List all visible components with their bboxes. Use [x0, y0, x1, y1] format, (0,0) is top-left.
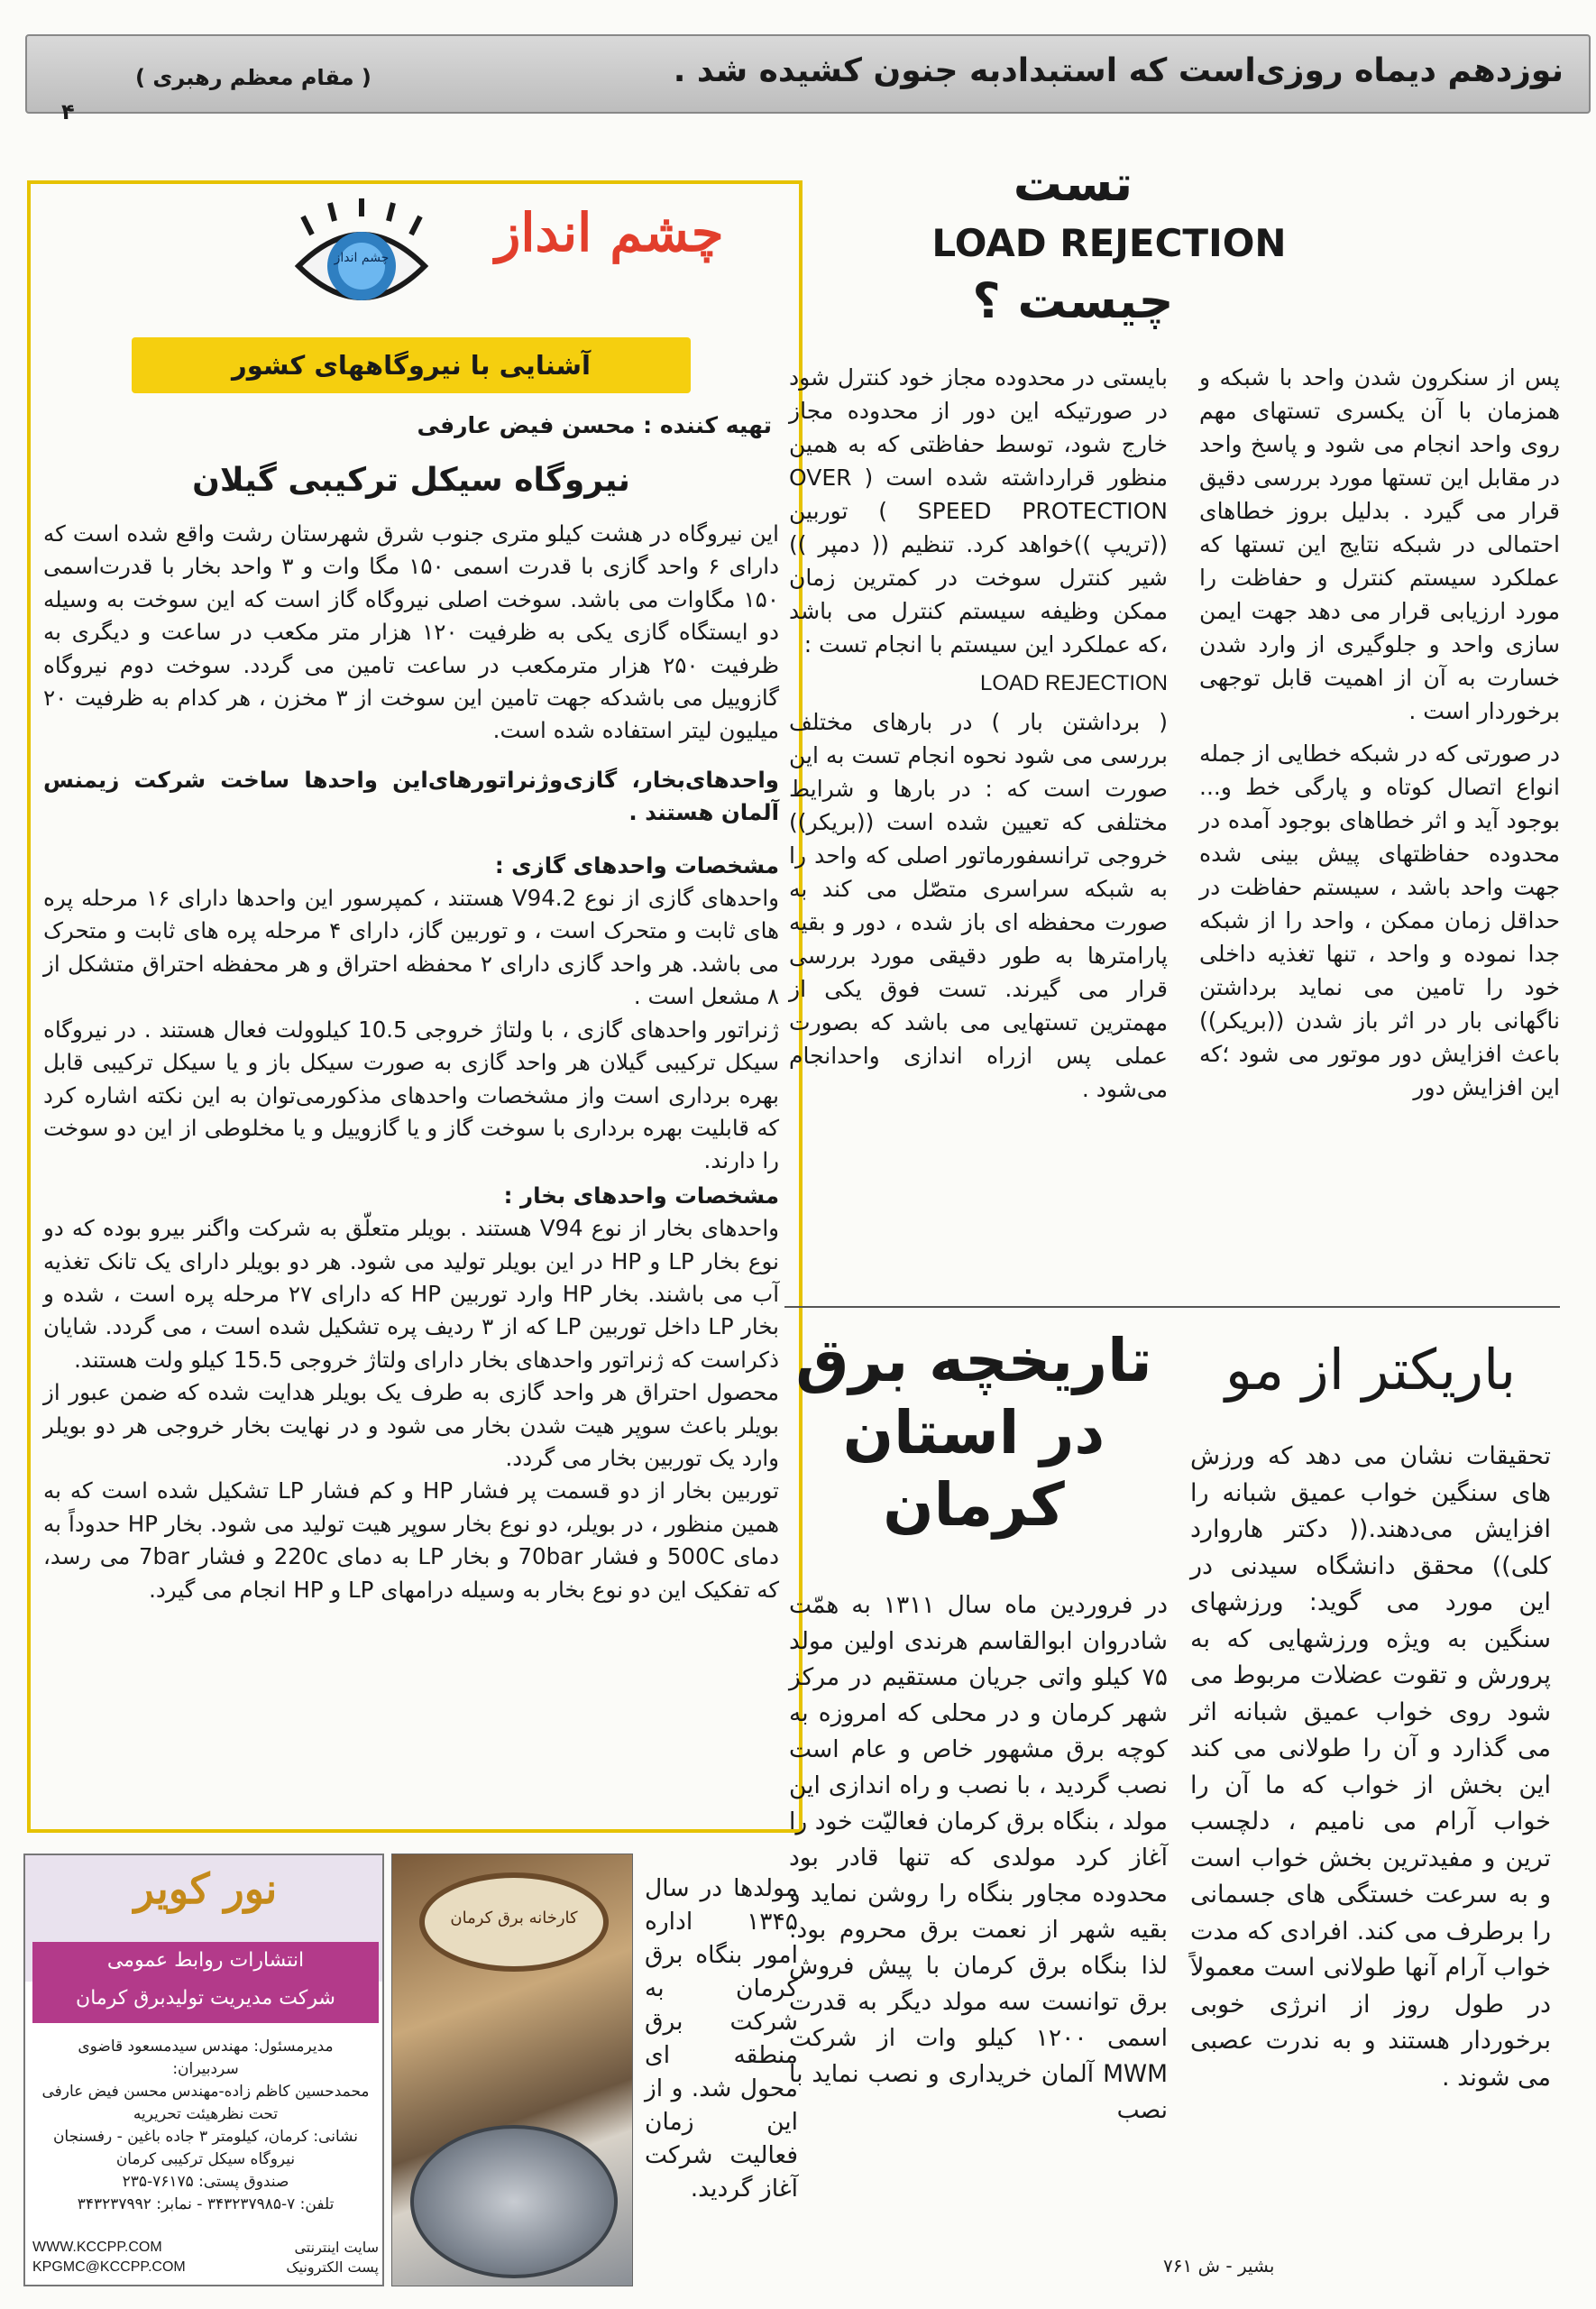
hair-signature: بشیر - ش ۷۶۱: [1163, 2255, 1275, 2277]
masthead-line: نیروگاه سیکل ترکیبی کرمان: [115, 2150, 296, 2168]
nour-kavir-logo: نور کویر: [133, 1864, 278, 1913]
section-band: آشنایی با نیروگاههای کشور: [132, 337, 691, 393]
kerman-body-cont: [645, 1872, 798, 2205]
masthead-line: محمدحسین کاظم زاده-مهندس محسن فیض عارفی: [41, 2083, 370, 2101]
masthead-line: مدیرمسئول: مهندس سیدمسعود قاضوی: [78, 2038, 334, 2056]
masthead-web: [32, 2238, 379, 2277]
page-number: ۴: [61, 99, 75, 124]
mail-label: پست الکترونیک: [286, 2258, 379, 2276]
header-source: ( مقام معظم رهبری ): [135, 65, 371, 90]
masthead-line: نشانی: کرمان، کیلومتر ۳ جاده باغین - رفسنجان: [52, 2128, 359, 2146]
web-label: سایت اینترنتی: [294, 2239, 379, 2256]
eye-logo-icon: [294, 198, 429, 334]
hair-title: باریکتر از مو: [1225, 1337, 1517, 1403]
eye-logo-text: چشم انداز: [334, 251, 390, 265]
paragraph: LOAD REJECTION: [979, 671, 1168, 695]
paragraph: توربین بخار از دو قسمت پر فشار HP و کم فشار LP تشکیل شده است که به همین منظور ، در بویلر، دو نوع بخار سوپر هیت تولید می شود. بخار HP حدوداً به دمای 500C و فشار 70bar و بخار LP به دمای 220c و فشار 7bar می رسد، که تفکیک این دو نوع بخار به وسیله درامهای LP و HP انجام می گیرد.: [43, 1477, 780, 1603]
author-line: تهیه کننده : محسن فیض عارفی: [417, 412, 772, 438]
header-bar: [25, 34, 1591, 124]
paragraph: در فروردین ماه سال ۱۳۱۱ به همّت شادروان ابوالقاسم هرندی اولین مولد ۷۵ کیلو واتی جریان مستقیم در مرکز شهر کرمان و در محلی که امروزه به کوچه برق مشهور خاص و عام است نصب گردید ، با نصب و راه اندازی این مولد ، بنگاه برق کرمان فعالیّت خود را آغاز کرد مولدی که تنها قادر بود محدوده مجاور بنگاه را روشن نماید و بقیه شهر از نعمت برق محروم بود. لذا بنگاه برق کرمان با پیش فروش برق توانست سه مولد دیگر به قدرت اسمی ۱۲۰۰ کیلو وات از شرکت MWM آلمان خریداری و نصب نماید با نصب: [789, 1591, 1168, 2124]
cheshm-andaz-box: [27, 180, 803, 1833]
kerman-body: [789, 1587, 1168, 2129]
paragraph: واحدهای گازی از نوع V94.2 هستند ، کمپرسور این واحدها دارای ۱۶ مرحله پره های ثابت و متحرک است ، و توربین گاز، دارای ۴ مرحله پره های ثابت و متحرک می باشد. هر واحد گازی دارای ۲ محفظه احتراق و هر محفظه احتراق متشکل از ۸ مشعل است .: [43, 885, 780, 1010]
load-col-right: [1199, 361, 1560, 1104]
brand-title: چشم انداز: [495, 202, 724, 263]
kerman-title-2: در استان: [842, 1398, 1105, 1467]
load-col-left: [789, 361, 1168, 1106]
paragraph: محصول احتراق هر واحد گازی به طرف یک بویلر هدایت شده که ضمن عبور از بویلر باعث سوپر هیت شدن بخار می شود و در نهایت بخار خروجی هر دو بویلر وارد یک توربین بخار می گردد.: [43, 1379, 779, 1471]
header-quote: نوزدهم دیماه روزی‌است که استبدادبه جنون کشیده شد .: [673, 52, 1564, 89]
hair-body: [1190, 1439, 1551, 2096]
article-title: نیروگاه سیکل ترکیبی گیلان: [192, 462, 630, 499]
masthead-line: صندوق پستی: ۷۶۱۷۵-۲۳۵: [122, 2173, 289, 2191]
paragraph: واحدهای بخار از نوع V94 هستند . بویلر متعلّق به شرکت واگنر بیرو بوده که دو نوع بخار LP و HP در این بویلر تولید می شود. هر دو بویلر دارای یک تانک تغذیه آب می باشند. بخار HP وارد توربین HP که دارای ۲۷ مرحله پره است ، شده و بخار LP داخل توربین LP که از ۳ ردیف پره تشکیل شده است ، می گردد. شایان ذکراست که ژنراتور واحدهای بخار دارای ولتاژ خروجی 15.5 کیلو ولت هستند.: [43, 1215, 780, 1373]
article-body: [43, 518, 779, 1606]
website-link[interactable]: WWW.KCCPP.COM: [32, 2240, 162, 2255]
publisher-band: [32, 1942, 379, 2023]
paragraph: بایستی در محدوده مجاز خود کنترل شود در صورتیکه این دور از محدوده مجاز خارج شود، توسط حفاظتی که به همین منظور قرارداشته شده است ( OVER SPEED PROTECTION ) توربین ((تریپ ))خواهد کرد. تنظیم (( دمپر )) شیر کنترل سوخت در کمترین زمان ممکن وظیفه سیستم کنترل می باشد ،که عملکرد این سیستم با انجام تست :: [789, 364, 1168, 658]
paragraph: ژنراتور واحدهای گازی ، با ولتاژ خروجی 10.5 کیلوولت فعال هستند . در نیروگاه سیکل ترکیبی گیلان هر واحد گازی به صورت سیکل باز و یا سیکل ترکیبی قابل بهره برداری است واز مشخصات واحدهای مذکورمی‌توان به این نکته اشاره کرد که قابلیت بهره برداری با سوخت گاز و یا گازوییل و یا مخلوطی از این دو سوخت را دارند.: [43, 1016, 779, 1174]
masthead-body: [32, 2036, 379, 2216]
generator-image: [410, 2125, 618, 2278]
masthead-box: [23, 1854, 384, 2286]
load-title-3: چیست ؟: [972, 272, 1174, 329]
publisher-line-2: شرکت مدیریت تولیدبرق کرمان: [76, 1987, 335, 2010]
paragraph: مولدها در سال ۱۳۴۵ اداره امور بنگاه برق کرمان به شرکت برق منطقه ای محول شد. و از این زمان فعالیت شرکت آغاز گردید.: [645, 1874, 798, 2203]
load-title-1: تست: [1013, 155, 1133, 212]
divider: [784, 1306, 1560, 1308]
power-station-photo: [391, 1854, 633, 2286]
paragraph: ( برداشتن بار ) در بارهای مختلف بررسی می شود نحوه انجام تست به این صورت است که : در بارها و شرایط مختلفی که تعیین شده است ((بریکر)) خروجی ترانسفورماتور اصلی که واحد را به شبکه سراسری متصّل می کند به صورت محفظه ای باز شده ، دور و بقیه پارامترها به طور دقیقی مورد بررسی قرار می گیرند. تست فوق یکی از مهمترین تستهایی می باشد که بصورت عملی پس ازراه اندازی واحدانجام می‌شود .: [789, 709, 1168, 1102]
paragraph: در صورتی که در شبکه خطایی از جمله انواع اتصال کوتاه و پارگی خط و... بوجود آید و اثر خطاهای بوجود آمده در محدوده حفاظتهای پیش بینی شده جهت واحد باشد ، سیستم حفاظت در حداقل زمان ممکن ، واحد را از شبکه جدا نموده و واحد ، تنها تغذیه داخلی خود را تامین می نماید برداشتن ناگهانی بار در اثر باز شدن ((بریکر)) باعث افزایش دور موتور می شود ؛که این افزایش دور: [1199, 741, 1560, 1100]
kerman-title-3: کرمان: [883, 1470, 1065, 1540]
kerman-title-1: تاریخچه برق: [795, 1326, 1152, 1395]
masthead-line: تحت نظرهیئت تحریریه: [133, 2105, 279, 2123]
paragraph: این نیروگاه در هشت کیلو متری جنوب شرق شهرستان رشت واقع شده است که دارای ۶ واحد گازی با قدرت اسمی ۱۵۰ مگا وات و ۳ واحد بخار با قدرت‌اسمی ۱۵۰ مگاوات می باشد. سوخت اصلی نیروگاه گاز است که این سوخت به وسیله دو ایستگاه گازی یکی به ظرفیت ۱۲۰ هزار متر مکعب در ساعت و دیگری به ظرفیت ۲۵۰ هزار مترمکعب در ساعت تامین می گردد. سوخت دوم نیروگاه گازوییل می باشدکه جهت تامین این سوخت از ۳ مخزن ، هر کدام به ظرفیت ۲۰ میلیون لیتر استفاده شده است.: [43, 520, 780, 744]
plaque-text: کارخانه برق کرمان: [450, 1909, 578, 1927]
publisher-line-1: انتشارات روابط عمومی: [106, 1949, 305, 1972]
paragraph: تحقیقات نشان می دهد که ورزش های سنگین خواب عمیق شبانه را افزایش می‌دهند.(( دکتر هاروارد کلی)) محقق دانشگاه سیدنی در این مورد می گوید: ورزشهای سنگین به ویژه ورزشهایی که به پرورش و تقوت عضلات مربوط می شود روی خواب عمیق شبانه اثر می گذارد و آن را طولانی می کند این بخش از خواب که ما آن را خواب آرام می نامیم ، دلچسب ترین و مفیدترین بخش خواب است و به سرعت خستگی های جسمانی را برطرف می کند. افرادی که مدت خواب آرام آنها طولانی است معمولاً در طول روز از انرژی خوبی برخوردار هستند و به ندرت عصبی می شوند .: [1190, 1442, 1551, 2092]
email-link[interactable]: KPGMC@KCCPP.COM: [32, 2259, 186, 2275]
load-title-2: LOAD REJECTION: [931, 221, 1287, 265]
paragraph: واحدهای‌بخار، گازی‌وژنراتورهای‌این واحدها ساخت شرکت زیمنس آلمان هستند .: [43, 766, 779, 826]
masthead-line: سردبیران:: [172, 2060, 239, 2078]
subheading: مشخصات واحدهای گازی :: [494, 851, 779, 879]
paragraph: پس از سنکرون شدن واحد با شبکه و همزمان با آن یکسری تستهای مهم روی واحد انجام می شود و پاسخ واحد در مقابل این تستها مورد بررسی دقیق قرار می گیرد . بدلیل بروز خطاهای احتمالی در شبکه نتایج این تستها که عملکرد سیستم کنترل و حفاظت را مورد ارزیابی قرار می دهد جهت ایمن سازی واحد و جلوگیری از وارد شدن خسارت به آن از اهمیت قابل توجهی برخوردار است .: [1199, 364, 1560, 724]
masthead-line: تلفن: ۷-۳۴۳۲۳۷۹۸۵ - نمابر: ۳۴۳۲۳۷۹۹۲: [77, 2195, 335, 2213]
subheading: مشخصات واحدهای بخار :: [503, 1182, 779, 1209]
